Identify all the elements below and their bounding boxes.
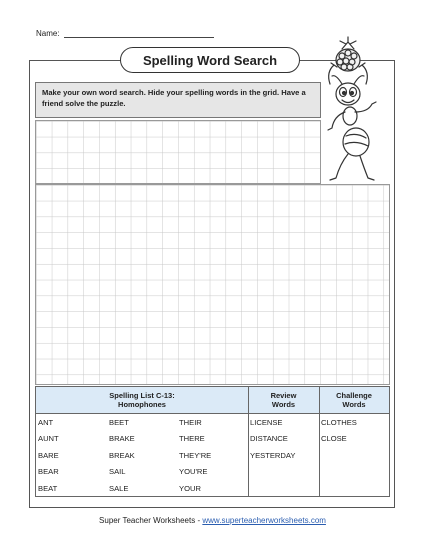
- column-divider: [248, 387, 249, 496]
- worksheet-title-text: Spelling Word Search: [142, 52, 278, 68]
- challenge-word: CLOSE: [321, 434, 347, 443]
- footer: [0, 516, 425, 525]
- spelling-word: BREAK: [109, 451, 135, 460]
- review-word: YESTERDAY: [250, 451, 296, 460]
- challenge-word: CLOTHES: [321, 418, 357, 427]
- spelling-word: THEIR: [179, 418, 202, 427]
- spelling-word: BRAKE: [109, 434, 135, 443]
- name-blank-line[interactable]: [64, 28, 214, 38]
- raspberry-icon: [336, 37, 360, 71]
- spelling-word: ANT: [38, 418, 54, 427]
- spelling-word: THEY'RE: [179, 451, 212, 460]
- footer-text: Super Teacher Worksheets -: [99, 516, 203, 525]
- spelling-word: SALE: [109, 484, 129, 493]
- name-field-row: [36, 28, 214, 38]
- review-word: DISTANCE: [250, 434, 288, 443]
- spelling-word: SAIL: [109, 467, 126, 476]
- spelling-word: YOUR: [179, 484, 201, 493]
- spelling-word: BEAT: [38, 484, 58, 493]
- review-words-header: [248, 387, 319, 414]
- spelling-word: BEAR: [38, 467, 59, 476]
- review-header-line1: Review: [270, 391, 297, 400]
- spelling-word: BEET: [109, 418, 129, 427]
- ant-with-raspberry-icon: [318, 32, 384, 188]
- footer-link[interactable]: www.superteacherworksheets.com: [202, 516, 326, 525]
- review-word: LICENSE: [250, 418, 283, 427]
- column-divider: [319, 387, 320, 496]
- challenge-header-line2: Words: [342, 400, 366, 409]
- word-search-grid[interactable]: [35, 184, 390, 385]
- spelling-word: YOU'RE: [179, 467, 208, 476]
- worksheet-title: [120, 47, 300, 73]
- spelling-list-header-line1: Spelling List C-13:: [109, 391, 175, 400]
- review-header-line2: Words: [271, 400, 296, 409]
- spelling-list-header: [36, 387, 248, 414]
- spelling-word: THERE: [179, 434, 205, 443]
- challenge-words-header: [319, 387, 389, 414]
- spelling-word: BARE: [38, 451, 59, 460]
- challenge-header-line1: Challenge: [336, 391, 372, 400]
- spelling-list-table: [35, 386, 390, 497]
- instructions-box: Make your own word search. Hide your spelling words in the grid. Have a friend solve the puzzle.: [35, 82, 321, 118]
- name-label: Name:: [36, 29, 60, 38]
- spelling-list-header-line2: Homophones: [118, 400, 166, 409]
- word-search-grid-top[interactable]: [35, 120, 321, 184]
- spelling-word: AUNT: [38, 434, 59, 443]
